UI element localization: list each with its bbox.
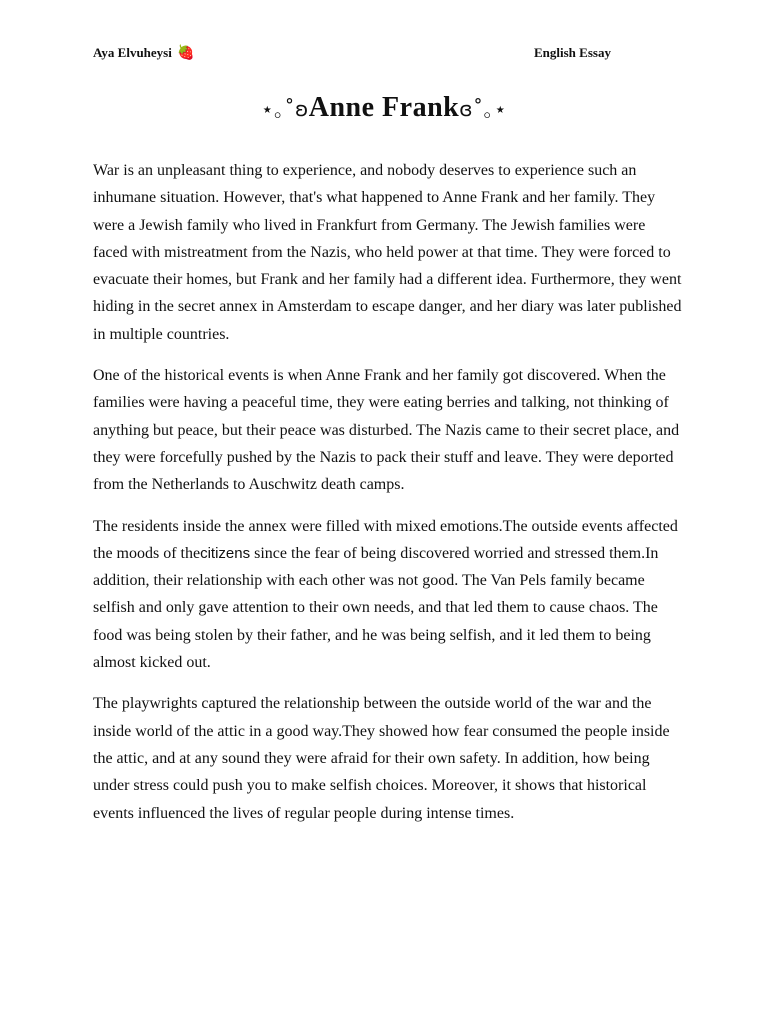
paragraph-2: One of the historical events is when Anne Frank and her family got discovered. When the families were having a peaceful time, they were eating berries and talking, not thinking of anything but peace, but their peace was disturbed. The Nazis came to their secret place, and they were forcefully pushed by the Nazis to pack their stuff and leave. They were deported from the Netherlands to Auschwitz death camps. xyxy=(93,367,680,494)
strawberry-icon: 🍓 xyxy=(177,45,195,61)
essay-body xyxy=(93,157,683,841)
paragraph-3-part-3: since the fear of being discovered worried and stressed them.In addition, their relationship with each other was not good. The Van Pels family became selfish and only gave attention to their own needs, and that led them to cause chaos. The food was being stolen by their father, and he was being selfish, and it led them to being almost kicked out. xyxy=(93,544,659,672)
author-name: Aya Elvuheysi xyxy=(93,45,172,60)
essay-title xyxy=(0,92,768,124)
paragraph-3 xyxy=(93,513,683,677)
paragraph-4: The playwrights captured the relationship between the outside world of the war and the inside world of the attic in a good way.They showed how fear consumed the people inside the attic, and at any sound they were afraid for their own safety. In addition, how being under stress could push you to make selfish choices. Moreover, it shows that historical events influenced the lives of regular people during intense times. xyxy=(93,695,670,822)
title-prefix-decoration: ⋆｡˚ʚ xyxy=(260,97,309,121)
title-text: Anne Frank xyxy=(308,92,460,123)
paragraph-3-part-1: The residents inside the annex were filled with mixed emotions.The outside events affected the moods of the xyxy=(93,517,678,562)
paragraph-1: War is an unpleasant thing to experience, and nobody deserves to experience such an inhumane situation. However, that's what happened to Anne Frank and her family. They were a Jewish family who lived in Frankfurt from Germany. The Jewish families were faced with mistreatment from the Nazis, who held power at that time. They were forced to evacuate their homes, but Frank and her family had a different idea. Furthermore, they went hiding in the secret annex in Amsterdam to escape danger, and her diary was later published in multiple countries. xyxy=(93,162,682,343)
subject-header: English Essay xyxy=(534,45,611,60)
title-suffix-decoration: ɞ˚｡⋆ xyxy=(459,97,508,121)
author-header xyxy=(93,45,195,61)
paragraph-3-part-2: citizens xyxy=(200,544,251,562)
